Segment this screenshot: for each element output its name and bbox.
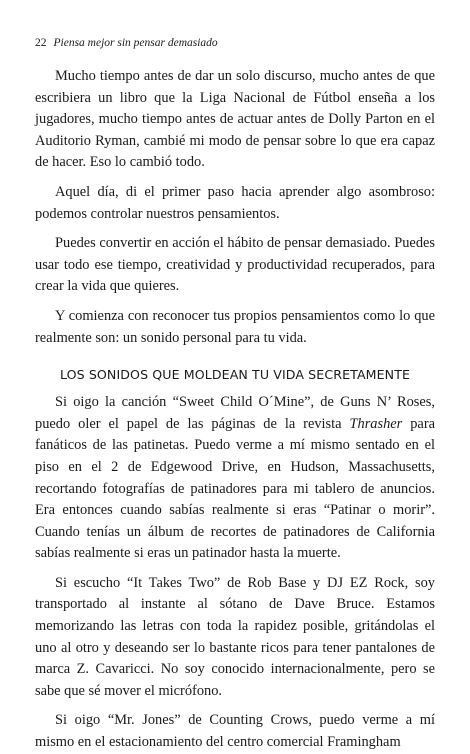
running-head xyxy=(35,36,435,50)
paragraph-text: para fanáticos de las patinetas. Puedo verme a mí mismo sentado en el piso en el 2 de Edgewood Drive, en Hudson, Massachusetts, recortando fotografías de patinadores para mi tablero de anuncios. Era entonces cuando sabías realmente si eras “Patinar o morir”. Cuando tenías un álbum de recortes de patinadores de California sabías realmente si eras un patinador hasta la muerte. xyxy=(35,415,435,562)
magazine-title: Thrasher xyxy=(349,415,403,432)
book-title: Piensa mejor sin pensar demasiado xyxy=(53,37,218,49)
book-page xyxy=(35,36,435,754)
paragraph-text: Si oigo la canción “Sweet Child O´Mine”, de Guns N’ Roses, puedo oler el papel de las páginas de la revista xyxy=(35,394,435,432)
paragraph: Aquel día, di el primer paso hacia aprender algo asombroso: podemos controlar nuestros pensamientos. xyxy=(35,183,435,222)
page-number: 22 xyxy=(35,37,47,49)
paragraph xyxy=(35,392,435,565)
paragraph: Mucho tiempo antes de dar un solo discurso, mucho antes de que escribiera un libro que la Liga Nacional de Fútbol enseña a los jugadores, mucho tiempo antes de actuar antes de Dolly Parton en el Auditorio Ryman, cambié mi modo de pensar sobre lo que era capaz de hacer. Eso lo cambió todo. xyxy=(35,68,435,171)
section-heading: LOS SONIDOS QUE MOLDEAN TU VIDA SECRETAMENTE xyxy=(59,367,411,383)
paragraph: Puedes convertir en acción el hábito de pensar demasiado. Puedes usar todo ese tiempo, creatividad y productividad recuperados, para crear la vida que quieres. xyxy=(35,235,435,295)
paragraph: Y comienza con reconocer tus propios pensamientos como lo que realmente son: un sonido personal para tu vida. xyxy=(35,307,435,346)
paragraph: Si oigo “Mr. Jones” de Counting Crows, puedo verme a mí mismo en el estacionamiento del centro comercial Framingham xyxy=(35,712,435,751)
paragraph: Si escucho “It Takes Two” de Rob Base y DJ EZ Rock, soy transportado al instante al sótano de Dave Bruce. Estamos memorizando las letras con toda la rapidez posible, gritándolas el uno al otro y deseando ser lo bastante ricos para tener pantalones de marca Z. Cavaricci. No soy conocido internacionalmente, pero se sabe que sé mover el micrófono. xyxy=(35,574,435,699)
